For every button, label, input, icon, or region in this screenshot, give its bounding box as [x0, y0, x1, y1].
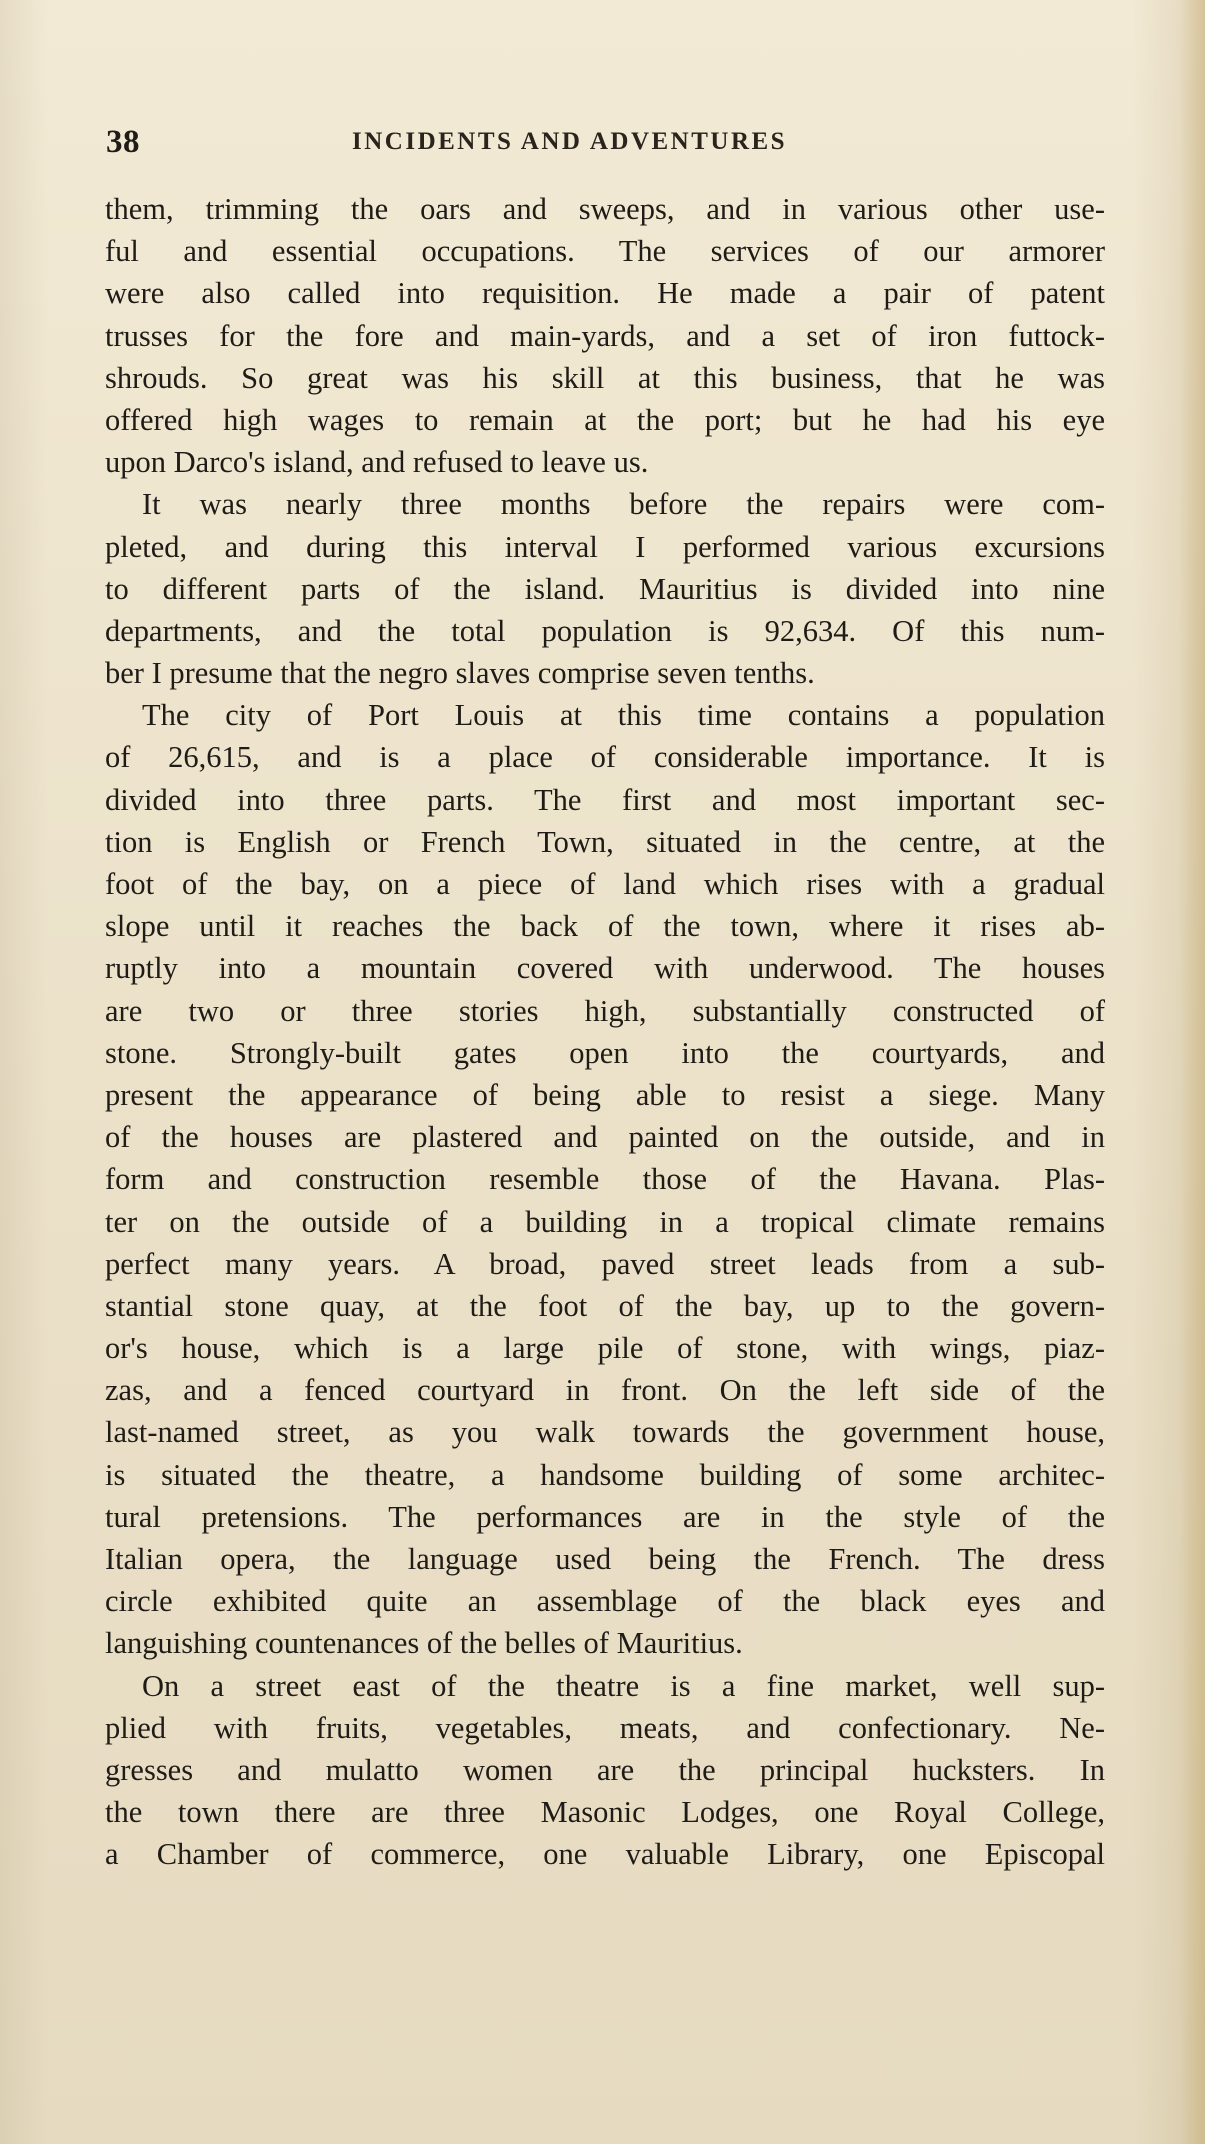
page-header: [106, 124, 1096, 164]
text-line: ter on the outside of a building in a tropical climate remains: [105, 1204, 1105, 1239]
paragraph-start-line: The city of Port Louis at this time contains a population: [142, 698, 1105, 733]
text-line: are two or three stories high, substantially constructed of: [105, 993, 1105, 1028]
running-head: INCIDENTS AND ADVENTURES: [352, 128, 788, 155]
text-line: plied with fruits, vegetables, meats, and confectionary. Ne-: [105, 1710, 1105, 1745]
text-line: the town there are three Masonic Lodges, one Royal College,: [105, 1795, 1105, 1830]
text-line: divided into three parts. The first and most important sec-: [105, 782, 1105, 817]
text-line: offered high wages to remain at the port; but he had his eye: [105, 402, 1105, 437]
text-line: departments, and the total population is 92,634. Of this num-: [105, 613, 1105, 648]
page-edge-shadow: [1179, 0, 1205, 2144]
text-line: form and construction resemble those of the Havana. Plas-: [105, 1162, 1105, 1197]
paragraph-start-line: It was nearly three months before the repairs were com-: [142, 487, 1105, 522]
text-line: tural pretensions. The performances are in the style of the: [105, 1499, 1105, 1534]
text-line: perfect many years. A broad, paved street leads from a sub-: [105, 1246, 1105, 1281]
body-text: [105, 188, 1105, 1876]
text-line: stone. Strongly-built gates open into the courtyards, and: [105, 1035, 1105, 1070]
text-line: upon Darco's island, and refused to leave us.: [105, 445, 649, 480]
text-line: were also called into requisition. He made a pair of patent: [105, 276, 1105, 311]
text-line: them, trimming the oars and sweeps, and in various other use-: [105, 192, 1105, 226]
text-line: of the houses are plastered and painted on the outside, and in: [105, 1120, 1105, 1155]
text-line: ful and essential occupations. The services of our armorer: [105, 234, 1105, 269]
text-line: ruptly into a mountain covered with underwood. The houses: [105, 951, 1105, 986]
text-line: foot of the bay, on a piece of land which rises with a gradual: [105, 867, 1105, 901]
text-line: of 26,615, and is a place of considerable importance. It is: [105, 740, 1105, 775]
text-line: Italian opera, the language used being the French. The dress: [105, 1542, 1105, 1576]
text-line: zas, and a fenced courtyard in front. On the left side of the: [105, 1373, 1105, 1408]
text-line: present the appearance of being able to resist a siege. Many: [105, 1077, 1105, 1112]
text-line: languishing countenances of the belles of Mauritius.: [105, 1626, 743, 1661]
text-line: ber I presume that the negro slaves comprise seven tenths.: [105, 656, 815, 691]
text-line: is situated the theatre, a handsome building of some architec-: [105, 1457, 1105, 1492]
text-line: tion is English or French Town, situated in the centre, at the: [105, 824, 1105, 859]
text-line: last-named street, as you walk towards the government house,: [105, 1415, 1105, 1450]
text-line: gresses and mulatto women are the principal hucksters. In: [105, 1752, 1105, 1787]
page-number: 38: [106, 124, 140, 160]
text-line: slope until it reaches the back of the town, where it rises ab-: [105, 909, 1105, 944]
text-line: to different parts of the island. Mauritius is divided into nine: [105, 571, 1105, 606]
text-line: circle exhibited quite an assemblage of the black eyes and: [105, 1584, 1105, 1619]
text-line: pleted, and during this interval I performed various excursions: [105, 529, 1105, 564]
text-line: trusses for the fore and main-yards, and a set of iron futtock-: [105, 318, 1105, 353]
paragraph-start-line: On a street east of the theatre is a fine market, well sup-: [142, 1668, 1105, 1703]
text-line: or's house, which is a large pile of stone, with wings, piaz-: [105, 1331, 1105, 1366]
text-line: shrouds. So great was his skill at this business, that he was: [105, 360, 1105, 395]
text-line: a Chamber of commerce, one valuable Library, one Episcopal: [105, 1837, 1105, 1872]
text-line: stantial stone quay, at the foot of the bay, up to the govern-: [105, 1288, 1105, 1323]
